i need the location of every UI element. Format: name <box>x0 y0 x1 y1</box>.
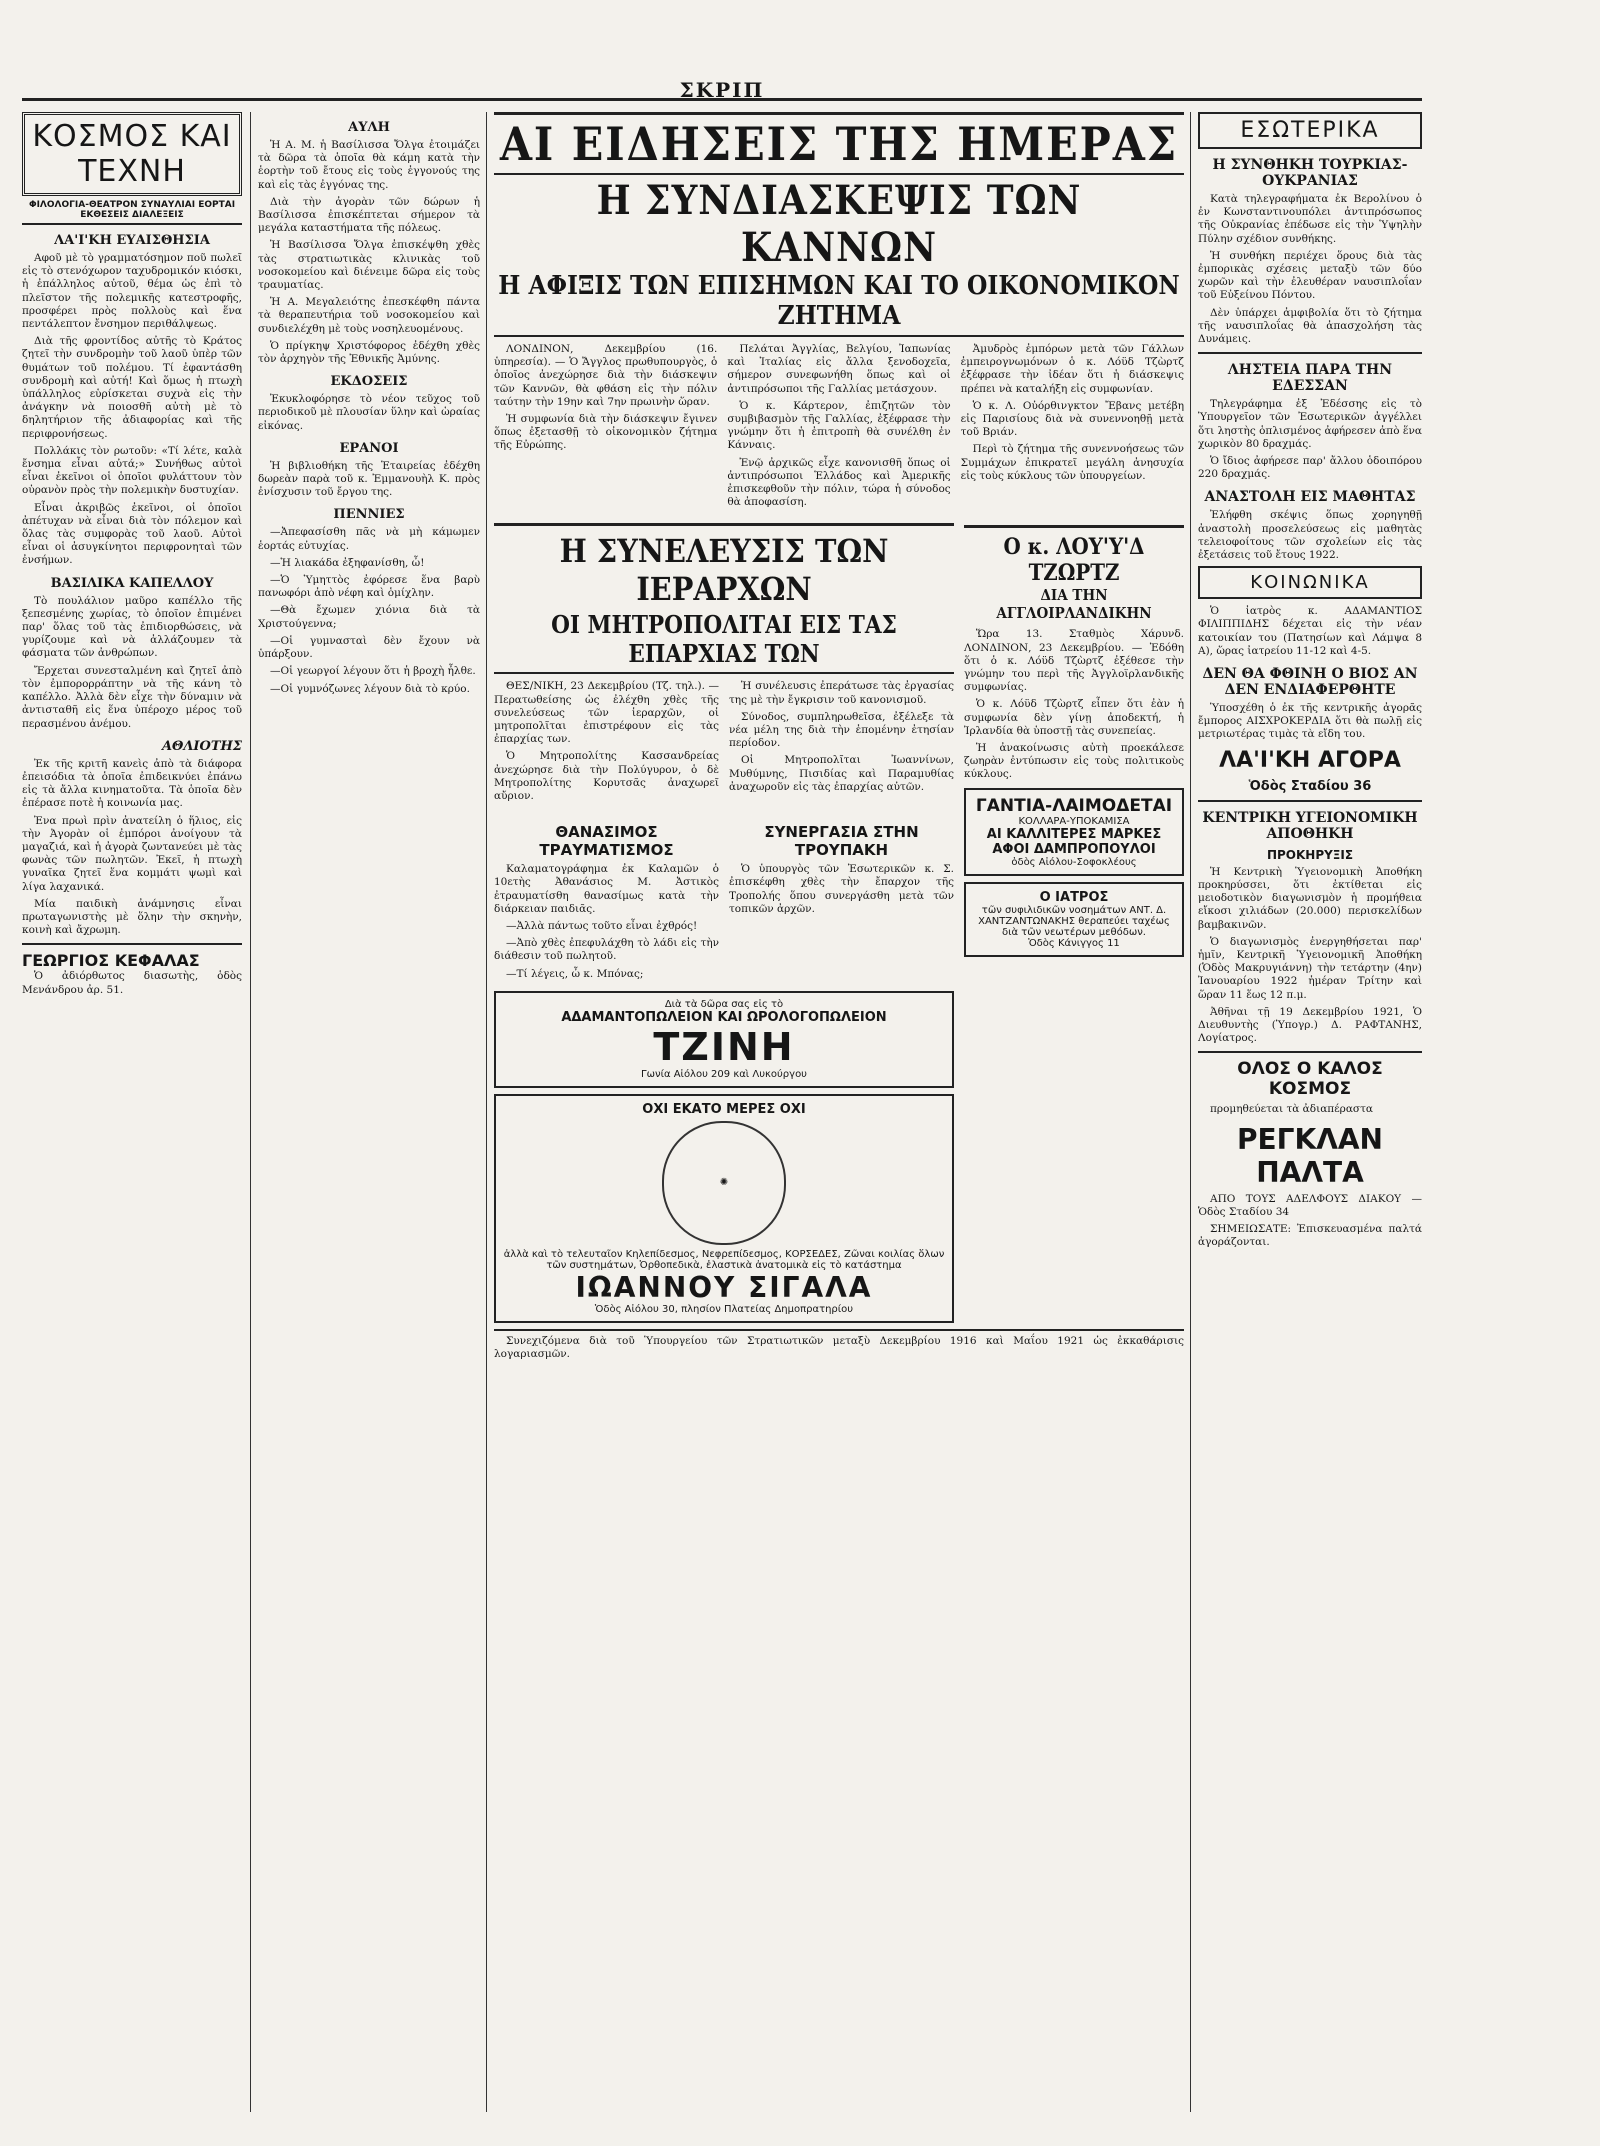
column-rule <box>486 112 487 2112</box>
news-subtitle: Η ΑΦΙΞΙΣ ΤΩΝ ΕΠΙΣΗΜΩΝ ΚΑΙ ΤΟ ΟΙΚΟΝΟΜΙΚΟΝ ΖΗΤΗΜΑ <box>494 271 1184 337</box>
advertisement-corsets <box>494 1094 954 1323</box>
paragraph: Ἐνῷ ἀρχικῶς εἶχε κανονισθῆ ὅπως οἱ ἀντιπρόσωποι Ἑλλάδος καὶ Ἀμερικῆς ἐπισκεφθοῦν τὴν πόλιν, τώρα ἡ σύνοδος θὰ ἀποφασίση. <box>727 456 951 509</box>
news-columns <box>494 817 954 985</box>
paragraph: ΘΕΣ/ΝΙΚΗ, 23 Δεκεμβρίου (Τζ. τηλ.). — Περατωθείσης ὡς ἐλέχθη χθὲς τῆς συνελεύσεως τῶν ἱεραρχῶν, οἱ μητροπολῖται ἐπιστρέφουν εἰς τὰς ἐπαρχίας των. <box>494 680 719 746</box>
article-heading: ΑΘΛΙΟΤΗΣ <box>161 738 242 754</box>
paragraph: Κατὰ τηλεγραφήματα ἐκ Βερολίνου ὁ ἐν Κωνσταντινουπόλει ἀντιπρόσωπος τῆς Οὐκρανίας ἐπέδωσε εἰς τὴν Ὑψηλὴν Πύλην σχέδιον συνθήκης. <box>1198 193 1422 245</box>
paragraph: Τὸ πουλάλιον μαῦρο καπέλλο τῆς ξεπεσμένης χωρίας, τὸ ὁποῖον ἐπιμένει παρ' ὅλας τοῦ τὰς ἐπιδιορθώσεις, νὰ γυρίζουμε καὶ νὰ ἀλλάζουμεν τὰ φάσματα τῶν ἀνθρώπων. <box>22 594 242 660</box>
section-title: ΚΟΣΜΟΣ ΚΑΙ ΤΕΧΝΗ <box>22 112 242 196</box>
paragraph: Ἔρχεται συνεσταλμένη καὶ ζητεῖ ἀπὸ τὸν ἐμπορορράπτην νὰ τῆς κάνη τὸ καπέλλο. Ἀλλὰ δὲν εἶχε τὴν δύναμιν νὰ ἀντισταθῆ εἰς ἕνα ὑπέροχο μέρος τοῦ περασμένου ἀνέμου. <box>22 664 242 730</box>
paragraph: Εἶναι ἀκριβῶς ἐκεῖνοι, οἱ ὁποῖοι ἀπέτυχαν νὰ εἶναι διὰ τὸν πόλεμον καὶ ὅλας τὰς συμφορὰς τοῦ λαοῦ. Αὐτοὶ εἶναι οἱ ἀσυγκίνητοι περιφρονηταὶ τῶν ἐνσήμων. <box>22 501 242 567</box>
paragraph: ΣΗΜΕΙΩΣΑΤΕ: Ἐπισκευασμένα παλτά ἀγοράζονται. <box>1198 1222 1422 1249</box>
ad-address: ὁδὸς Αἰόλου-Σοφοκλέους <box>1011 856 1137 868</box>
ad-heading: ΟΧΙ ΕΚΑΤΟ ΜΕΡΕΣ ΟΧΙ <box>642 1101 806 1117</box>
paragraph: Ἐνα πρωὶ πρὶν ἀνατείλη ὁ ἥλιος, εἰς τὴν Ἀγορὰν οἱ ἐμπόροι ἀνοίγουν τὰ μαγαζιά, καὶ ἡ ἀγορὰ ζωντανεύει μὲ τὰς φωνὰς τῶν πωλητῶν. Ἐκεῖ, ἡ πτωχὴ γυναῖκα ζητεῖ ἕνα κομμάτι ψωμὶ καὶ λίγα λαχανικά. <box>22 814 242 893</box>
advertisement-gloves <box>964 788 1184 876</box>
ad-brand: ΑΦΟΙ ΔΑΜΠΡΟΠΟΥΛΟΙ <box>992 841 1156 857</box>
paragraph: Ἡ Κεντρικὴ Ὑγειονομικὴ Ἀποθήκη προκηρύσσει, ὅτι ἐκτίθεται εἰς μειοδοτικὸν διαγωνισμὸν ἡ προμήθεια εἴκοσι χιλιάδων (20.000) περισκελίδων βαμβακινῶν. <box>1198 865 1422 931</box>
paragraph: —Οἱ γυμνασταὶ δὲν ἔχουν νὰ ὑπάρξουν. <box>258 634 480 661</box>
ad-text: Διὰ τὰ δῶρα σας εἰς τὸ <box>664 998 784 1010</box>
paragraph: Μία παιδικὴ ἀνάμνησις εἶναι πρωταγωνιστὴς μὲ ὅλην τὴν σκηνὴν, κοινὴ καὶ ἄχρωμη. <box>22 897 242 937</box>
news-columns <box>494 343 1184 513</box>
market-address: Ὁδὸς Σταδίου 36 <box>1248 778 1372 794</box>
ad-text: ΑΙ ΚΑΛΛΙΤΕΡΕΣ ΜΑΡΚΕΣ <box>986 826 1162 842</box>
paragraph: —Ἡ λιακάδα ἐξηφανίσθη, ὦ! <box>270 556 425 569</box>
paragraph: Αφοῦ μὲ τὸ γραμματόσημον ποῦ πωλεῖ εἰς τὸ στενόχωρον ταχυδρομικόν κιόσκι, ἡ ἐπάλληλος αὐτοῦ, θέμα ὡς ἐπὶ τὸ πλεῖστον τῆς πολεμικῆς κατεστροφῆς, προσφέρει πρὸς πολλοὺς καὶ ἕνα πεντάλεπτον ἔνσημον περιθάλψεως. <box>22 252 242 331</box>
article-heading: ΕΚΔΟΣΕΙΣ <box>330 374 408 390</box>
article-heading: ΘΑΝΑΣΙΜΟΣ ΤΡΑΥΜΑΤΙΣΜΟΣ <box>539 823 674 860</box>
column-rule <box>250 112 251 2112</box>
paragraph: —Τί λέγεις, ὦ κ. Μπόνας; <box>506 967 644 980</box>
paragraph: Ἀθῆναι τῇ 19 Δεκεμβρίου 1921, Ὁ Διευθυντὴς (Ὑπογρ.) Δ. ΡΑΦΤΑΝΗΣ, Λογίατρος. <box>1198 1005 1422 1045</box>
paragraph: Ὁ διαγωνισμὸς ἐνεργηθήσεται παρ' ἡμῖν, Κεντρικῆ Ὑγειονομικῆ Ἀποθήκη (Ὁδὸς Μακρυγιάννη) τὴν τετάρτην (4ην) Ἰανουαρίου 1922 ἡμέραν Τρίτην καὶ ὥραν 11 ἕως 12 π.μ. <box>1198 935 1422 1001</box>
article-subheading: ΠΡΟΚΗΡΥΞΙΣ <box>1266 847 1354 862</box>
news-title: Η ΣΥΝΕΛΕΥΣΙΣ ΤΩΝ ΙΕΡΑΡΧΩΝ <box>494 523 954 608</box>
article-heading: ΛΗΣΤΕΙΑ ΠΑΡΑ ΤΗΝ ΕΔΕΣΣΑΝ <box>1227 362 1393 395</box>
ad-illustration: ✺ <box>662 1121 786 1245</box>
left-column <box>22 112 242 2112</box>
paragraph: Ἡ βιβλιοθήκη τῆς Ἑταιρείας ἐδέχθη δωρεὰν παρὰ τοῦ κ. Ἐμμανουὴλ Κ. πρὸς ἐνίσχυσιν τοῦ ἔργου της. <box>258 459 480 499</box>
article-heading: ΒΑΣΙΛΙΚΑ ΚΑΠΕΛΛΟΥ <box>50 575 214 591</box>
paragraph: —Ἀπεφασίσθη πᾶς νὰ μὴ κάμωμεν ἑορτάς εὐτυχίας. <box>258 526 480 552</box>
article-heading: ΠΕΝΝΙΕΣ <box>333 507 405 523</box>
paragraph: Ἡ συνθήκη περιέχει ὅρους διὰ τὰς ἐμπορικὰς σχέσεις μεταξὺ τῶν δύο χωρῶν καὶ τὴν ἐλευθέραν ναυσιπλοΐαν τοῦ Εὐξείνου Πόντου. <box>1198 249 1422 302</box>
right-column <box>1198 112 1422 2112</box>
paragraph: Ὁ κ. Λ. Οὐόρθινγκτον Ἔβανς μετέβη εἰς Παρισίους διὰ νὰ συνεννοηθῇ μετὰ τοῦ Βριάν. <box>960 399 1184 439</box>
paragraph: Ὁ πρίγκηψ Χριστόφορος ἐδέχθη χθὲς τὸν ἀρχηγὸν τῆς Ἐθνικῆς Ἀμύνης. <box>258 339 480 366</box>
article-heading: Ο κ. ΛΟΥ'Υ'Δ ΤΖΩΡΤΖ <box>964 525 1184 586</box>
ad-address: Ὁδὸς Κάνιγγος 11 <box>1028 937 1120 949</box>
paragraph: Ὁ κ. Κάρτερον, ἐπιζητῶν τὸν συμβιβασμὸν τῆς Γαλλίας, ἐξέφρασε τὴν γνώμην ὅτι ἡ ἐπιτροπὴ θὰ συνέλθη ἐν Κάνναις. <box>727 399 951 452</box>
advertisement-doctor <box>964 882 1184 957</box>
paragraph: Περὶ τὸ ζήτημα τῆς συνεννοήσεως τῶν Συμμάχων ἐπικρατεῖ μεγάλη ἀνησυχία εἰς τοὺς κύκλους τῶν ὑπουργείων. <box>960 443 1184 482</box>
ad-text: ΚΟΛΛΑΡΑ-ΥΠΟΚΑΜΙΣΑ <box>1018 815 1130 827</box>
paragraph: Ὁ ἴδιος ἀφήρεσε παρ' ἄλλου ὁδοιπόρου 220 δραχμάς. <box>1198 455 1422 481</box>
center-section <box>494 112 1184 2112</box>
news-column <box>729 817 954 985</box>
hierarchs-block <box>494 513 954 1328</box>
ad-text: ΑΔΑΜΑΝΤΟΠΩΛΕΙΟΝ ΚΑΙ ΩΡΟΛΟΓΟΠΩΛΕΙΟΝ <box>561 1009 887 1025</box>
section-title: ΕΣΩΤΕΡΙΚΑ <box>1198 112 1422 149</box>
section-title: ΚΟΙΝΩΝΙΚΑ <box>1198 566 1422 599</box>
divider <box>22 943 242 945</box>
paragraph: Ἡ ἀνακοίνωσις αὐτὴ προεκάλεσε ζωηρὰν ἐντύπωσιν εἰς τοὺς πολιτικοὺς κύκλους. <box>964 742 1184 781</box>
paragraph: Ἐκ τῆς κριτῆ κανεὶς ἀπὸ τὰ διάφορα ἐπεισόδια τὰ ὁποῖα ἐπιδεικνύει ἐπάνω εἰς τὰ ἄλλα κινηματοῦτα. Τὰ ὁποῖα δὲν ἐπέρασε ποτὲ ἡ κοινωνία μας. <box>22 757 242 810</box>
news-subtitle: Η ΣΥΝΔΙΑΣΚΕΨΙΣ ΤΩΝ ΚΑΝΝΩΝ <box>596 177 1082 271</box>
article-heading: ΑΝΑΣΤΟΛΗ ΕΙΣ ΜΑΘΗΤΑΣ <box>1204 489 1416 506</box>
ad-brand: ΡΕΓΚΛΑΝ ΠΑΛΤΑ <box>1237 1122 1383 1189</box>
ad-brand: ΤΖΙΝΗ <box>653 1024 795 1069</box>
section-subline: ΦΙΛΟΛΟΓΙΑ-ΘΕΑΤΡΟΝ ΣΥΝΑΥΛΙΑΙ ΕΟΡΤΑΙ ΕΚΘΕΣΕΙΣ ΔΙΑΛΕΞΕΙΣ <box>22 200 242 225</box>
paragraph: Διὰ τῆς φροντίδος αὐτῆς τὸ Κράτος ζητεῖ τὴν συνδρομὴν τοῦ λαοῦ ὑπὲρ τῶν θυμάτων τοῦ πολέμου. Τί ἐφαντάσθη συνδρομὴ καὶ αὐτή! Καὶ ὅμως ἡ πτωχὴ ὑπάλληλος εὑρίσκεται συχνὰ εἰς τὴν ἀνάγκην νὰ ποιοσθῆ αὐτὴ μὲ τὸ δηλητήριον τῆς ἀδιαφορίας καὶ τῆς περιφρονήσεως. <box>22 335 242 440</box>
paragraph: ΛΟΝΔΙΝΟΝ, Δεκεμβρίου (16. ὑπηρεσία). — Ὁ Ἄγγλος πρωθυπουργὸς, ὁ ὁποῖος ἀνεχώρησε διὰ τὴν διάσκεψιν τῶν Καννῶν, θὰ φθάση εἰς τὴν πόλιν ταύτην τὴν 19ην καὶ 7ην πρωινὴν ὥραν. <box>494 343 718 408</box>
paragraph: Πελάται Ἀγγλίας, Βελγίου, Ἰαπωνίας καὶ Ἰταλίας εἰς ἄλλα ξενοδοχεῖα, σήμερον συνεφωνήθη ὅπως καὶ οἱ ἀντιπρόσωποι τῆς Γαλλίας μετάσχουν. <box>727 343 951 395</box>
article-heading: ΔΕΝ ΘΑ ΦΘΙΝΗ Ο ΒΙΟΣ ΑΝ ΔΕΝ ΕΝΔΙΑΦΕΡΘΗΤΕ <box>1202 666 1418 699</box>
paragraph: Διὰ τὴν ἀγορὰν τῶν δώρων ἡ Βασίλισσα ἐπισκέπτεται σήμερον τὰ μεγάλα καταστήματα τῆς πόλεως. <box>258 195 480 235</box>
paragraph: Ἡ Α. Μ. ἡ Βασίλισσα Ὄλγα ἐτοιμάζει τὰ δῶρα τὰ ὁποῖα θὰ κάμη κατὰ τὴν ἑορτὴν τοῦ ἔτους εἰς τοὺς ἐγγονούς της καὶ εἰς τὰς ἐγγόνας της. <box>258 139 480 191</box>
paragraph: Καλαματογράφημα ἐκ Καλαμῶν ὁ 10ετὴς Ἀθανάσιος Μ. Ἀστικὸς ἐτραυματίσθη θανασίμως κατὰ τὴν διάρκειαν παιδιᾶς. <box>494 863 719 915</box>
paragraph: Πολλάκις τὸν ρωτοῦν: «Τί λέτε, καλὰ ἔνσημα εἶναι αὐτά;» Συνήθως αὐτοὶ εἶναι ἐκεῖνοι οἱ ὁποῖοι φυλάττουν τὸν οὐρανὸν πρὸς τὴν πολεμικὴν δυστυχίαν. <box>22 444 242 497</box>
news-columns <box>494 680 954 807</box>
ad-heading: ΟΛΟΣ Ο ΚΑΛΟΣ ΚΟΣΜΟΣ <box>1237 1059 1383 1100</box>
ad-text: τῶν συφιλιδικῶν νοσημάτων ΑΝΤ. Δ. ΧΑΝΤΖΑΝΤΩΝΑΚΗΣ θεραπεύει ταχέως διὰ τῶν νεωτέρων μεθόδων. <box>978 904 1170 938</box>
news-title: ΑΙ ΕΙΔΗΣΕΙΣ ΤΗΣ ΗΜΕΡΑΣ <box>494 112 1184 175</box>
column-rule <box>1190 112 1191 2112</box>
lloyd-george-block <box>964 513 1184 1328</box>
ad-address: Γωνία Αἰόλου 209 καὶ Λυκούργου <box>641 1068 807 1080</box>
article-heading: ΚΕΝΤΡΙΚΗ ΥΓΕΙΟΝΟΜΙΚΗ ΑΠΟΘΗΚΗ <box>1202 809 1418 842</box>
newspaper-page <box>22 78 1422 2118</box>
paragraph: Ὁ ὑπουργὸς τῶν Ἐσωτερικῶν κ. Σ. ἐπισκέφθη χθὲς τὴν ἔπαρχον τῆς Τροπολής ὅπου συνεργάσθη μετὰ τῶν τοπικῶν ἀρχῶν. <box>729 863 954 915</box>
paragraph: Ὁ Μητροπολίτης Κασσανδρείας ἀνεχώρησε διὰ τὴν Πολύγυρον, ὁ δὲ Μητροπολίτης Κορυτσᾶς ἀναχωρεῖ αὔριον. <box>494 750 719 803</box>
paragraph: Δὲν ὑπάρχει ἀμφιβολία ὅτι τὸ ζήτημα τῆς ναυσιπλοΐας θὰ ἀπασχολήση τὰς Δυνάμεις. <box>1198 306 1422 346</box>
bottom-notice: Συνεχιζόμενα διὰ τοῦ Ὑπουργείου τῶν Στρατιωτικῶν μεταξὺ Δεκεμβρίου 1916 καὶ Μαΐου 1921 ὡς ἐκκαθάρισις λογαριασμῶν. <box>494 1329 1184 1361</box>
paragraph: —Ὁ Ὑμηττὸς ἐφόρεσε ἕνα βαρὺ πανωφόρι ἀπὸ νέφη καὶ ὁμίχλην. <box>258 574 480 600</box>
divider <box>1198 1051 1422 1053</box>
paragraph: Ἡ συνέλευσις ἐπεράτωσε τὰς ἐργασίας της μὲ τὴν ἔγκρισιν τοῦ κανονισμοῦ. <box>729 680 954 706</box>
ad-heading: ΓΑΝΤΙΑ-ΛΑΙΜΟΔΕΤΑΙ <box>975 795 1173 816</box>
paragraph: Ὁ κ. Λόϋδ Τζὼρτζ εἶπεν ὅτι ἐὰν ἡ συμφωνία δὲν γίνῃ ἀποδεκτή, ἡ Ἰρλανδία θὰ ὑποστῇ τὰς συνεπείας. <box>964 698 1184 737</box>
paragraph: ΑΠΟ ΤΟΥΣ ΑΔΕΛΦΟΥΣ ΔΙΑΚΟΥ — Ὁδὸς Σταδίου 34 <box>1198 1192 1422 1218</box>
news-column <box>494 817 719 985</box>
paragraph: Ἐκυκλοφόρησε τὸ νέον τεῦχος τοῦ περιοδικοῦ μὲ πλουσίαν ὕλην καὶ ὡραίας εἰκόνας. <box>258 393 480 432</box>
news-column <box>961 343 1184 513</box>
second-column <box>258 112 480 2112</box>
paragraph: —Οἱ γυμνόζωνες λέγουν διὰ τὸ κρύο. <box>270 682 470 695</box>
advertisement-jeweler <box>494 991 954 1088</box>
paragraph: Ὑποσχέθη ὁ ἐκ τῆς κεντρικῆς ἀγορᾶς ἔμπορος ΑΙΣΧΡΟΚΕΡΔΙΑ ὅτι θὰ πωλῇ εἰς μετριωτέρας τιμὰς τὰ εἴδη του. <box>1198 702 1422 741</box>
paragraph: Σύνοδος, συμπληρωθεῖσα, ἐξέλεξε τὰ νέα μέλη της διὰ τὴν ἐπομένην ἐτησίαν περίοδον. <box>729 710 954 750</box>
paragraph: Τηλεγράφημα ἐξ Ἐδέσσης εἰς τὸ Ὑπουργεῖον τῶν Ἐσωτερικῶν ἀγγέλλει ὅτι ληστὴς ὁπλισμένος ἀφήρεσεν ἀπὸ ἕνα χωρικὸν 80 δραχμάς. <box>1198 398 1422 450</box>
author-signature: ΓΕΩΡΓΙΟΣ ΚΕΦΑΛΑΣ <box>22 951 200 971</box>
paragraph: —Ἀλλὰ πάντως τοῦτο εἶναι ἐχθρός! <box>506 920 698 933</box>
article-heading: ΑΥΛΗ <box>348 120 390 135</box>
news-subtitle: ΟΙ ΜΗΤΡΟΠΟΛΙΤΑΙ ΕΙΣ ΤΑΣ ΕΠΑΡΧΙΑΣ ΤΩΝ <box>494 610 954 674</box>
paragraph: Ἀμυδρὸς ἐμπόρων μετὰ τῶν Γάλλων ἐμπειρογνωμόνων ὁ κ. Λόϋδ Τζὼρτζ ἐξέφρασε τὴν ἰδέαν ὅτι ἡ διάσκεψις πρέπει νὰ καταλήξη εἰς συμφωνίαν. <box>960 343 1184 395</box>
ad-heading: Ο ΙΑΤΡΟΣ <box>1039 889 1109 905</box>
paragraph: Ἡ Α. Μεγαλειότης ἐπεσκέφθη πάντα τὰ θεραπευτήρια τοῦ νοσοκομείου καὶ συνδιελέχθη μὲ τοὺς νοσηλευομένους. <box>258 296 480 335</box>
article-heading: ΕΡΑΝΟΙ <box>339 440 399 456</box>
paragraph: Ὁ ἰατρὸς κ. ΑΔΑΜΑΝΤΙΟΣ ΦΙΛΙΠΠΙΔΗΣ δέχεται εἰς τὴν νέαν κατοικίαν του (Πατησίων καὶ Λάμψα 8 Α), ὥρας ἰατρείου 11-12 καὶ 4-5. <box>1198 605 1422 657</box>
paragraph: —Θὰ ἔχωμεν χιόνια διὰ τὰ Χριστούγεννα; <box>258 604 480 630</box>
article-heading: ΛΑ'Ι'ΚΗ ΕΥΑΙΣΘΗΣΙΑ <box>54 233 210 248</box>
news-column <box>727 343 950 513</box>
ad-address: Ὁδὸς Αἰόλου 30, πλησίον Πλατείας Δημοπρατηρίου <box>594 1303 854 1315</box>
news-column <box>494 680 719 807</box>
article-heading: ΣΥΝΕΡΓΑΣΙΑ ΣΤΗΝ ΤΡΟΥΠΑΚΗ <box>764 823 919 860</box>
paragraph: Οἱ Μητροπολῖται Ἰωαννίνων, Μυθύμνης, Πισιδίας καὶ Παραμυθίας ἀναχωροῦν εἰς τὰς ἐπαρχίας αὐτῶν. <box>729 754 954 793</box>
footer-note: Ὁ ἀδιόρθωτος διασωτὴς, ὁδὸς Μενάνδρου ἀρ. 51. <box>22 970 242 996</box>
article-heading: Η ΣΥΝΘΗΚΗ ΤΟΥΡΚΙΑΣ-ΟΥΚΡΑΝΙΑΣ <box>1212 157 1408 189</box>
article-subheading: ΔΙΑ ΤΗΝ ΑΓΓΛΟΙΡΛΑΝΔΙΚΗΝ <box>996 586 1152 623</box>
ad-brand: ΙΩΑΝΝΟΥ ΣΙΓΑΛΑ <box>575 1270 873 1304</box>
news-column <box>729 680 954 807</box>
paragraph: Ὥρα 13. Σταθμὸς Χάρυνδ. ΛΟΝΔΙΝΟΝ, 23 Δεκεμβρίου. — Ἐδόθη ὅτι ὁ κ. Λόϋδ Τζὼρτζ ἐξέθεσε τὴν γνώμην του περὶ τῆς Ἀγγλοϊρλανδικῆς συμφωνίας. <box>964 628 1184 694</box>
paragraph: προμηθεύεται τὰ ἀδιαπέραστα <box>1210 1103 1373 1116</box>
market-name: ΛΑ'Ι'ΚΗ ΑΓΟΡΑ <box>1219 747 1401 773</box>
paragraph: Ἡ συμφωνία διὰ τὴν διάσκεψιν ἔγινεν ὅπως ἐξετασθῇ τὸ οἰκονομικὸν ζήτημα τῆς Εὐρώπης. <box>494 413 718 452</box>
news-column <box>494 343 717 513</box>
ad-text: ἀλλὰ καὶ τὸ τελευταῖον Κηλεπίδεσμος, Νεφρεπίδεσμος, ΚΟΡΣΕΔΕΣ, Ζῶναι κοιλίας ὅλων τῶν συστημάτων, Ὀρθοπεδικὰ, ἐλαστικὰ ἀνατομικὰ εἰς τὸ κατάστημα <box>503 1248 945 1271</box>
divider <box>1198 800 1422 802</box>
paragraph: Ἡ Βασίλισσα Ὄλγα ἐπισκέψθη χθὲς τὰς στρατιωτικὰς κλινικὰς τοῦ νοσοκομείου καὶ διένειμε δῶρα εἰς τοὺς τραυματίας. <box>258 239 480 292</box>
paragraph: —Ἀπὸ χθὲς ἐπεφυλάχθη τὸ λάδι εἰς τὴν διάθεσιν τοῦ πωλητοῦ. <box>494 937 719 963</box>
paragraph: Ἐλήφθη σκέψις ὅπως χορηγηθῇ ἀναστολὴ προσελεύσεως εἰς μαθητὰς τελειοφοίτους τῶν σχολείων εἰς τὰς ἐξετάσεις τοῦ ἔτους 1922. <box>1198 509 1422 562</box>
masthead: ΣΚΡΙΠ <box>22 78 1422 101</box>
paragraph: —Οἱ γεωργοί λέγουν ὅτι ἡ βροχὴ ἦλθε. <box>270 665 476 678</box>
divider <box>1198 352 1422 354</box>
